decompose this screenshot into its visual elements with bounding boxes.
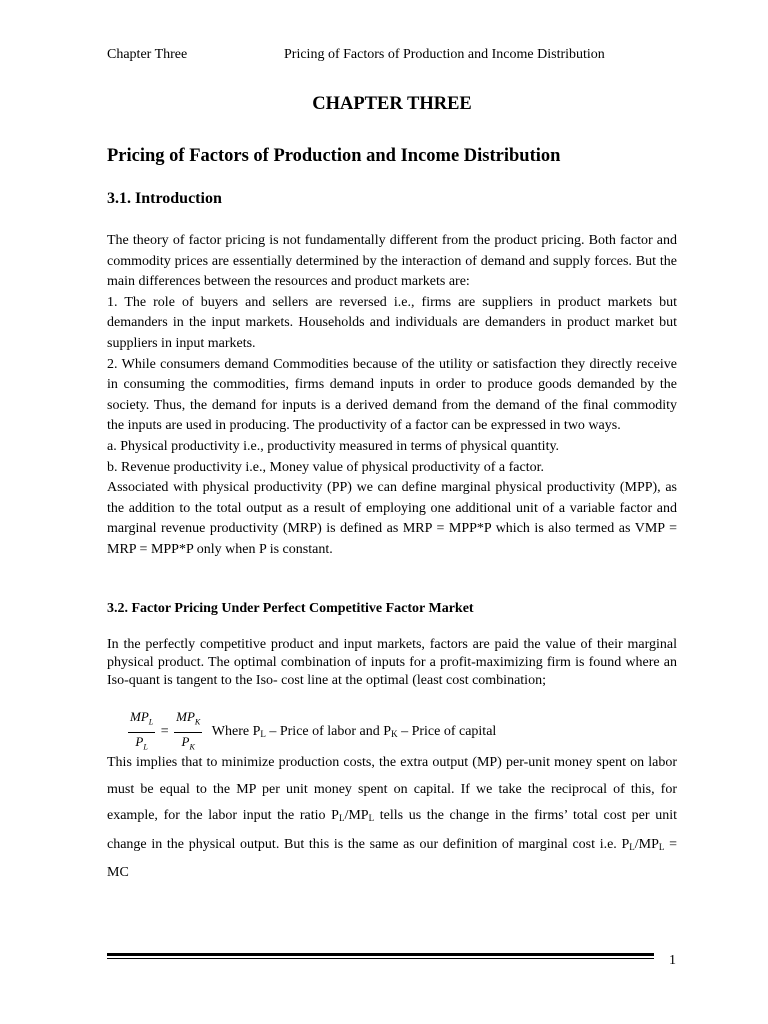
footer-rule-thin [107,958,654,959]
paragraph: 2. While consumers demand Commodities because of the utility or satisfaction they directly receive in consuming the commodities, firms demand inputs in order to produce goods demanded by the society. Thus, the demand for inputs is a derived demand from the demand of the final commodity the inputs are used in producing. The productivity of a factor can be expressed in two ways. [107,356,677,434]
paragraph: Associated with physical productivity (PP) we can define marginal physical productivity (MPP), as the addition to the total output as a result of employing one additional unit of a variable factor and marginal revenue productivity (MRP) is defined as MRP = MPP*P which is also termed as VMP = MRP = MPP*P only when P is constant. [107,480,677,557]
equals-sign: = [160,724,169,740]
header-title: Pricing of Factors of Production and Income Distribution [284,47,605,62]
paragraph: The theory of factor pricing is not fundamentally different from the product pricing. Both factor and commodity prices are essentially determined by the interaction of demand and supply forces. But the main differences between the resources and product markets are: [107,233,677,290]
equation-legend: Where $P_L$ – Price of labor and $P_K$ – Price of capital [211,724,497,740]
chapter-title: Pricing of Factors of Production and Income Distribution [107,146,561,166]
fraction-labor: $\frac{MP_L}{P_L}$ [130,709,154,752]
factor-pricing-paragraph: In the perfectly competitive product and input markets, factors are paid the value of their marginal physical product. The optimal combination of inputs for a profit-maximizing firm is found where an Iso-quant is tangent to the Iso- cost line at the optimal (least cost combination; [107,637,677,688]
section-heading-factor-pricing: 3.2. Factor Pricing Under Perfect Competitive Factor Market [107,601,474,616]
chapter-label: CHAPTER THREE [312,94,472,114]
footer-rule [107,953,654,956]
paragraph: a. Physical productivity i.e., productivity measured in terms of physical quantity. [107,438,560,454]
header-chapter: Chapter Three [107,47,188,62]
fraction-capital: $\frac{MP_K}{P_K}$ [176,709,201,752]
marginal-cost-paragraph: This implies that to minimize production costs, the extra output (MP) per-unit money spent on labor must be equal to the MP per unit money spent on capital. If we take the reciprocal of this, for example, for the labor input the ratio $P_L/MP_L$ tells us the change in the firms’ total cost per unit change in the physical output. But this is the same as our definition of marginal cost i.e. $P_L/MP_L$ = MC [107,755,677,880]
paragraph: b. Revenue productivity i.e., Money value of physical productivity of a factor. [107,459,544,475]
page-number: 1 [669,953,676,968]
introduction-body [107,231,677,561]
equation [128,708,688,754]
paragraph: 1. The role of buyers and sellers are reversed i.e., firms are suppliers in product markets but demanders in the input markets. Households and individuals are demanders in product market but suppliers in input markets. [107,294,677,351]
section-heading-introduction: 3.1. Introduction [107,190,222,207]
